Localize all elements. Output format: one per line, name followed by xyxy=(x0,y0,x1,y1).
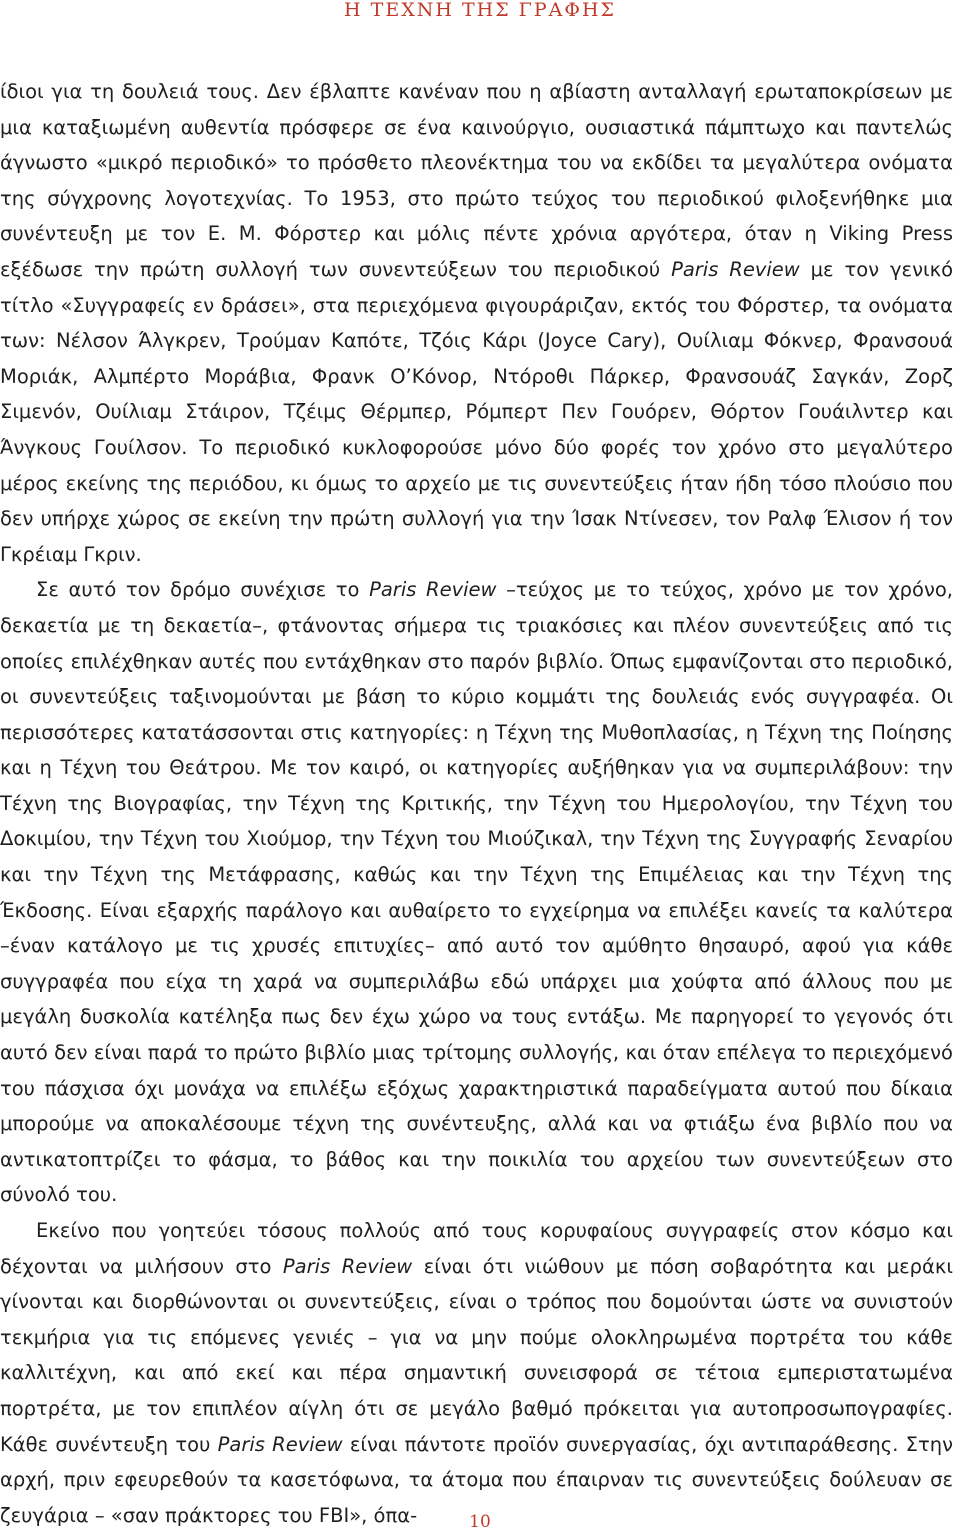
text-segment: –τεύχος με το τεύχος, χρόνο με τον χρόνο, δεκαετία με τη δεκαετία–, φτάνοντας σήμερα τις τριακόσιες και πλέον συνεντεύξεις από τις οποίες επιλέχθηκαν αυτές που εντάχθηκαν στο παρόν βιβλίο. Όπως εμφανίζονται στο περιοδικό, οι συνεντεύξεις ταξινομούνται με βάση το κύριο κομμάτι της δουλειάς ενός συγγραφέα. Οι περισσότερες κατατάσσονται στις κατηγορίες: η Τέχνη της Μυθοπλασίας, η Τέχνη της Ποίησης και η Τέχνη του Θεάτρου. Με τον καιρό, οι κατηγορίες αυξήθηκαν για να συμπεριλάβουν: την Τέχνη της Βιογραφίας, την Τέχνη της Κριτικής, την Τέχνη του Ημερολογίου, την Τέχνη του Δοκιμίου, την Τέχνη του Χιούμορ, την Τέχνη του Μιούζικαλ, την Τέχνη της Συγγραφής Σεναρίου και την Τέχνη της Μετάφρασης, καθώς και την Τέχνη της Επιμέλειας και την Τέχνη της Έκδοσης. Είναι εξαρχής παράλογο και αυθαίρετο το εγχείρημα να επιλέξει κανείς τα καλύτερα –έναν κατάλογο με τις χρυσές επιτυχίες– από αυτό τον αμύθητο θησαυρό, αφού για κάθε συγγραφέα που είχα τη χαρά να συμπεριλάβω εδώ υπάρχει μια χούφτα από άλλους που με μεγάλη δυσκολία κατέληξα πως δεν έχω χώρο να τους εντάξω. Με παρηγορεί το γεγονός ότι αυτό δεν είναι παρά το πρώτο βιβλίο μιας τρίτομης συλλογής, και όταν επέλεγα το περιεχόμενό του πάσχισα όχι μονάχα να επιλέξω εξόχως χαρακτηριστικά παραδείγματα αυτού που δίκαια μπορούμε να αποκαλέσουμε τέχνη της συνέντευξης, αλλά και να φτιάξω ένα βιβλίο που να αντικατοπτρίζει το φάσμα, το βάθος και την ποικιλία του αρχείου των συνεντεύξεων στο σύνολό του. xyxy=(0,578,953,1207)
text-segment: είναι πάντοτε προϊόν συνεργασίας, όχι αντιπαράθεσης. Στην αρχή, πριν εφευρεθούν τα κασετόφωνα, τα άτομα που έπαιρναν τις συνεντεύξεις δούλευαν σε ζευγάρια – «σαν πράκτορες του FBI», όπα- xyxy=(0,1432,953,1527)
paragraph-1 xyxy=(0,74,953,572)
journal-title: Paris Review xyxy=(217,1432,343,1456)
paragraph-2 xyxy=(0,572,953,1213)
running-head: Η ΤΕΧΝΗ ΤΗΣ ΓΡΑΦΗΣ xyxy=(344,0,616,21)
body-text xyxy=(0,74,953,1533)
text-segment: ίδιοι για τη δουλειά τους. Δεν έβλαπτε κανέναν που η αβίαστη ανταλλαγή ερωταποκρίσεων με μια καταξιωμένη αυθεντία πρόσφερε σε ένα καινούργιο, ουσιαστικά πάμπτωχο και παντελώς άγνωστο «μικρό περιοδικό» το πρόσθετο πλεονέκτημα του να εκδίδει τα μεγαλύτερα ονόματα της σύγχρονης λογοτεχνίας. Το 1953, στο πρώτο τεύχος του περιοδικού φιλοξενήθηκε μια συνέντευξη με τον Ε. Μ. Φόρστερ και μόλις πέντε χρόνια αργότερα, όταν η Viking Press εξέδωσε την πρώτη συλλογή των συνεντεύξεων του περιοδικού xyxy=(0,80,953,281)
page-number: 10 xyxy=(469,1512,491,1532)
journal-title: Paris Review xyxy=(671,257,800,281)
text-segment: με τον γενικό τίτλο «Συγγραφείς εν δράσει», στα περιεχόμενα φιγουράριζαν, εκτός του Φόρστερ, τα ονόματα των: Νέλσον Άλγκρεν, Τρούμαν Καπότε, Τζόις Κάρι (Joyce Cary), Ουίλιαμ Φόκνερ, Φρανσουά Μοριάκ, Αλμπέρτο Μοράβια, Φρανκ Ο’Κόνορ, Ντόροθι Πάρκερ, Φρανσουάζ Σαγκάν, Ζορζ Σιμενόν, Ουίλιαμ Στάιρον, Τζέιμς Θέρμπερ, Ρόμπερτ Πεν Γουόρεν, Θόρτον Γουάιλντερ και Άνγκους Γουίλσον. Το περιοδικό κυκλοφορούσε μόνο δύο φορές τον χρόνο στο μεγαλύτερο μέρος εκείνης της περιόδου, κι όμως το αρχείο με τις συνεντεύξεις ήταν ήδη τόσο πλούσιο που δεν υπήρχε χώρος σε εκείνη την πρώτη συλλογή για την Ίσακ Ντίνεσεν, τον Ραλφ Έλισον ή τον Γκρέιαμ Γκριν. xyxy=(0,257,953,566)
text-segment: Σε αυτό τον δρόμο συνέχισε το xyxy=(36,578,370,602)
journal-title: Paris Review xyxy=(282,1254,413,1278)
text-segment: είναι ότι νιώθουν με πόση σοβαρότητα και μεράκι γίνονται και διορθώνονται οι συνεντεύξεις, είναι ο τρόπος που δομούνται ώστε να συνιστούν τεκμήρια για τις επόμενες γενιές – για να μην πούμε ολοκληρωμένα πορτρέτα του κάθε καλλιτέχνη, και από εκεί και πέρα σημαντική συνεισφορά σε τέτοια εμπεριστατωμένα πορτρέτα, με τον επιπλέον αίγλη ότι σε μεγάλο βαθμό πρόκειται για αυτοπροσωπογραφίες. Κάθε συνέντευξη του xyxy=(0,1254,953,1456)
text-segment: Εκείνο που γοητεύει τόσους πολλούς από τους κορυφαίους συγγραφείς στον κόσμο και δέχονται να μιλήσουν στο xyxy=(0,1219,953,1278)
journal-title: Paris Review xyxy=(369,578,497,602)
paragraph-3 xyxy=(0,1213,953,1533)
